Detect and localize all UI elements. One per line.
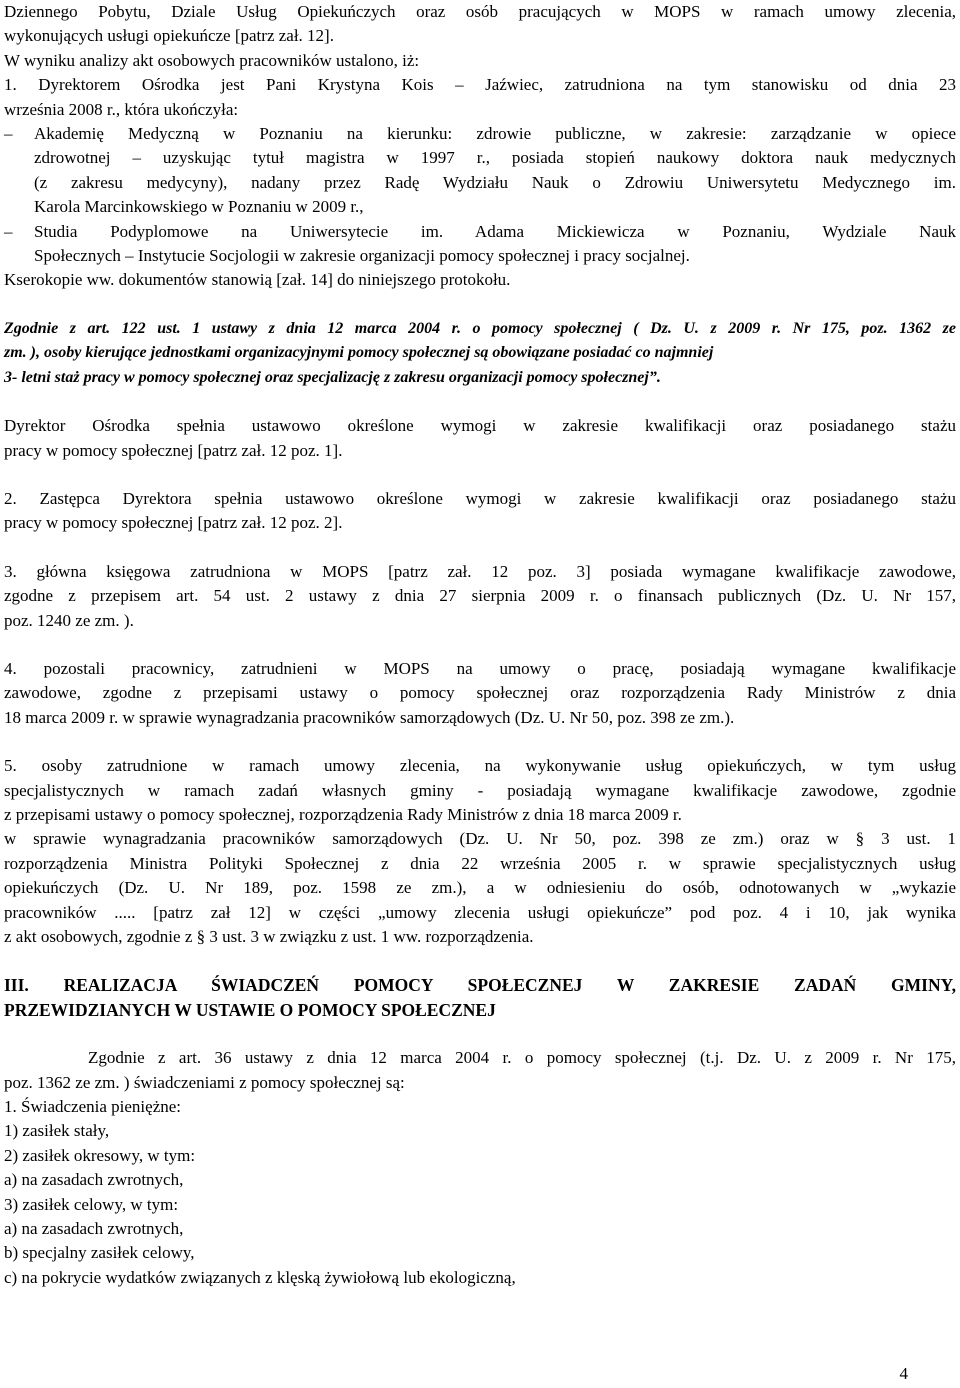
text-line: Dziennego Pobytu, Dziale Usług Opiekuńczych oraz osób pracujących w MOPS w ramach umowy zlecenia, <box>4 2 956 21</box>
text-line: W wyniku analizy akt osobowych pracowników ustalono, iż: <box>4 50 420 70</box>
text-line: poz. 1362 ze zm. ) świadczeniami z pomocy społecznej są: <box>4 1072 405 1092</box>
list-item: a) na zasadach zwrotnych, <box>4 1219 184 1239</box>
dash-list-item <box>4 122 956 220</box>
text-line: wykonujących usługi opiekuńcze [patrz zał. 12]. <box>4 26 334 46</box>
text-line: 5. osoby zatrudnione w ramach umowy zlecenia, na wykonywanie usług opiekuńczych, w tym usług <box>4 756 956 776</box>
list-item: a) na zasadach zwrotnych, <box>4 1170 184 1190</box>
text-line: zawodowe, zgodne z przepisami ustawy o pomocy społecznej oraz rozporządzenia Rady Ministrów z dnia <box>4 683 956 703</box>
text-line: zdrowotnej – uzyskując tytuł magistra w 1997 r., posiada stopień naukowy doktora nauk medycznych <box>34 148 956 168</box>
text-line: Społecznych – Instytucie Socjologii w zakresie organizacji pomocy społecznej i pracy socjalnej. <box>34 246 690 266</box>
text-line: rozporządzenia Ministra Polityki Społecznej z dnia 22 września 2005 r. w sprawie specjalistycznych usług <box>4 853 956 873</box>
text-line: Studia Podyplomowe na Uniwersytecie im. Adama Mickiewicza w Poznaniu, Wydziale Nauk <box>34 221 956 241</box>
text-line: specjalistycznych w ramach zadań własnych gminy - posiadają wymagane kwalifikacje zawodowe, zgodnie <box>4 780 956 800</box>
text-line: 2. Zastępca Dyrektora spełnia ustawowo określone wymogi w zakresie kwalifikacji oraz posiadanego stażu <box>4 488 956 508</box>
text-line: pracy w pomocy społecznej [patrz zał. 12 poz. 2]. <box>4 513 343 533</box>
text-line: (z zakresu medycyny), nadany przez Radę Wydziału Nauk o Zdrowiu Uniwersytetu Medycznego im. <box>34 172 956 192</box>
dash-marker: – <box>4 124 13 144</box>
page-number: 4 <box>899 1364 908 1383</box>
list-item: 3) zasiłek celowy, w tym: <box>4 1194 179 1214</box>
text-line: 4. pozostali pracownicy, zatrudnieni w MOPS na umowy o pracę, posiadają wymagane kwalifikacje <box>4 658 956 678</box>
bold-italic-line: Zgodnie z art. 122 ust. 1 ustawy z dnia 12 marca 2004 r. o pomocy społecznej ( Dz. U. z 2009 r. Nr 175, poz. 1362 ze <box>4 319 956 337</box>
text-line: z przepisami ustawy o pomocy społecznej, rozporządzenia Rady Ministrów z dnia 18 marca 2009 r. <box>4 804 682 824</box>
list-item: c) na pokrycie wydatków związanych z klęską żywiołową lub ekologiczną, <box>4 1267 516 1287</box>
text-line: Zgodnie z art. 36 ustawy z dnia 12 marca 2004 r. o pomocy społecznej (t.j. Dz. U. z 2009 r. Nr 175, <box>88 1048 956 1068</box>
text-line: Karola Marcinkowskiego w Poznaniu w 2009 r., <box>34 197 364 217</box>
bold-italic-line: zm. ), osoby kierujące jednostkami organizacyjnymi pomocy społecznej są obowiązane posiadać co najmniej <box>4 344 714 362</box>
text-line: Akademię Medyczną w Poznaniu na kierunku: zdrowie publiczne, w zakresie: zarządzanie w opiece <box>34 124 956 144</box>
list-item: 1. Świadczenia pieniężne: <box>4 1097 182 1117</box>
text-line: zgodne z przepisem art. 54 ust. 2 ustawy z dnia 27 sierpnia 2009 r. o finansach publicznych (Dz. U. Nr 157, <box>4 586 956 606</box>
text-line: w sprawie wynagradzania pracowników samorządowych (Dz. U. Nr 50, poz. 398 ze zm.) oraz w § 3 ust. 1 <box>4 829 956 849</box>
section-heading: PRZEWIDZIANYCH W USTAWIE O POMOCY SPOŁECZNEJ <box>4 999 496 1020</box>
text-line: września 2008 r., która ukończyła: <box>4 99 239 119</box>
list-item: 2) zasiłek okresowy, w tym: <box>4 1145 196 1165</box>
dash-list-item <box>4 220 956 269</box>
dash-marker: – <box>4 221 13 241</box>
document-page <box>4 0 956 1290</box>
text-line: pracowników ..... [patrz zał 12] w części „umowy zlecenia usługi opiekuńcze” pod poz. 4 i 10, jak wynika <box>4 902 956 922</box>
text-line: opiekuńczych (Dz. U. Nr 189, poz. 1598 ze zm.), a w odniesieniu do osób, odnotowanych w „wykazie <box>4 878 956 898</box>
list-item: 1) zasiłek stały, <box>4 1121 110 1141</box>
text-line: 18 marca 2009 r. w sprawie wynagradzania pracowników samorządowych (Dz. U. Nr 50, poz. 398 ze zm.). <box>4 707 735 727</box>
text-line: Dyrektor Ośrodka spełnia ustawowo określone wymogi w zakresie kwalifikacji oraz posiadanego stażu <box>4 416 956 436</box>
bold-italic-line: 3- letni staż pracy w pomocy społecznej oraz specjalizację z zakresu organizacji pomocy społecznej”. <box>4 368 661 386</box>
text-line: pracy w pomocy społecznej [patrz zał. 12 poz. 1]. <box>4 440 343 460</box>
section-heading: III. REALIZACJA ŚWIADCZEŃ POMOCY SPOŁECZNEJ W ZAKRESIE ZADAŃ GMINY, <box>4 975 956 996</box>
text-line: 3. główna księgowa zatrudniona w MOPS [patrz zał. 12 poz. 3] posiada wymagane kwalifikacje zawodowe, <box>4 561 956 581</box>
list-item: b) specjalny zasiłek celowy, <box>4 1243 195 1263</box>
text-line: 1. Dyrektorem Ośrodka jest Pani Krystyna Kois – Jaźwiec, zatrudniona na tym stanowisku od dnia 23 <box>4 75 956 95</box>
text-line: z akt osobowych, zgodnie z § 3 ust. 3 w związku z ust. 1 ww. rozporządzenia. <box>4 927 534 946</box>
text-line: poz. 1240 ze zm. ). <box>4 610 134 630</box>
text-line: Kserokopie ww. dokumentów stanowią [zał. 14] do niniejszego protokołu. <box>4 270 511 290</box>
